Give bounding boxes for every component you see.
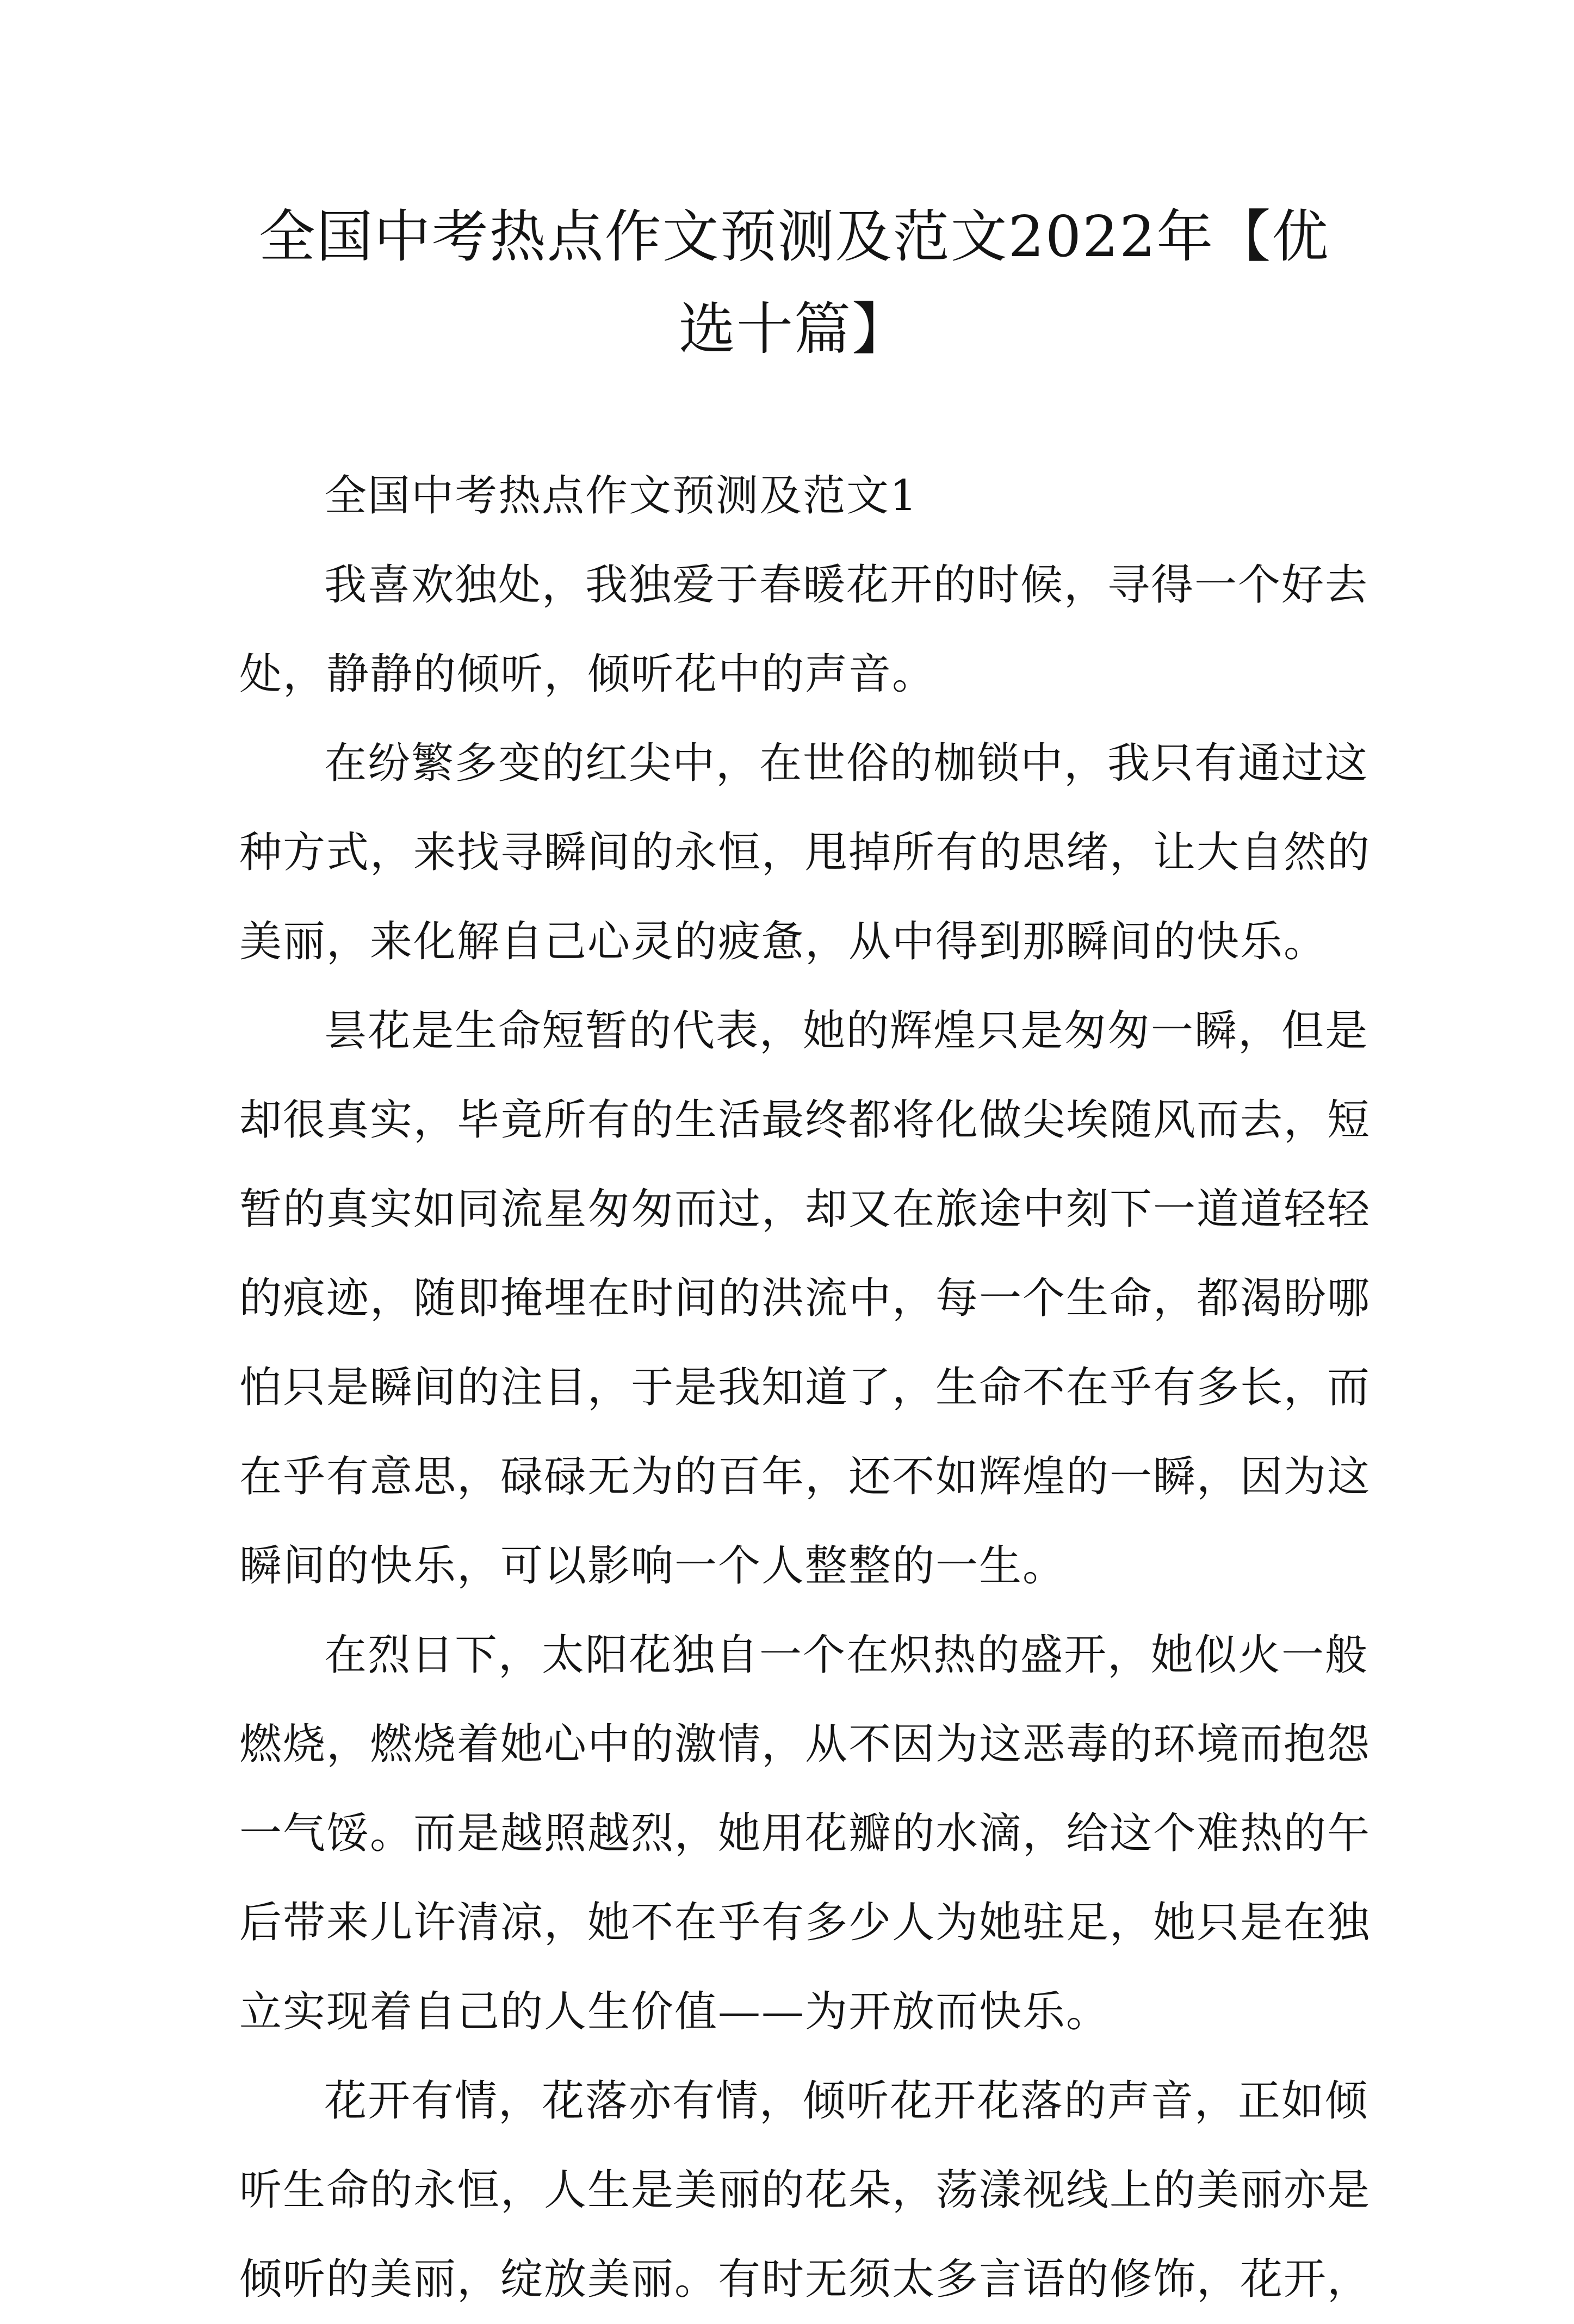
- text-line: 处，静静的倾听，倾听花中的声音。: [239, 650, 936, 699]
- text-line: 种方式，来找寻瞬间的永恒，甩掉所有的思绪，让大自然的: [239, 828, 1371, 877]
- text-line: 在纷繁多变的红尖中，在世俗的枷锁中，我只有通过这: [324, 739, 1369, 788]
- text-line: 我喜欢独处，我独爱于春暖花开的时候，寻得一个好去: [324, 561, 1369, 610]
- document-body: [239, 451, 1371, 2324]
- text-line: 昙花是生命短暂的代表，她的辉煌只是匆匆一瞬，但是: [324, 1006, 1369, 1055]
- text-line: 却很真实，毕竟所有的生活最终都将化做尖埃随风而去，短: [239, 1096, 1371, 1145]
- text-line: 怕只是瞬间的注目，于是我知道了，生命不在乎有多长，而: [239, 1363, 1371, 1412]
- section-heading-1: 全国中考热点作文预测及范文1: [324, 471, 918, 520]
- text-line: 花开有情，花落亦有情，倾听花开花落的声音，正如倾: [324, 2077, 1369, 2126]
- text-line: 后带来儿许清凉，她不在乎有多少人为她驻足，她只是在独: [239, 1898, 1371, 1947]
- text-line: 一气馁。而是越照越烈，她用花瓣的水滴，给这个难热的午: [239, 1809, 1371, 1858]
- title-line-1: 全国中考热点作文预测及范文2022年【优: [258, 203, 1330, 270]
- text-line: 立实现着自己的人生价值——为开放而快乐。: [239, 1987, 1110, 2036]
- text-line: 美丽，来化解自己心灵的疲惫，从中得到那瞬间的快乐。: [239, 917, 1328, 966]
- text-line: 倾听的美丽，绽放美丽。有时无须太多言语的修饰，花开，: [239, 2255, 1371, 2304]
- text-line: 瞬间的快乐，可以影响一个人整整的一生。: [239, 1542, 1067, 1590]
- title-line-2: 选十篇】: [678, 296, 909, 362]
- text-line: 的痕迹，随即掩埋在时间的洪流中，每一个生命，都渴盼哪: [239, 1274, 1371, 1323]
- text-line: 燃烧，燃烧着她心中的激情，从不因为这恶毒的环境而抱怨: [239, 1720, 1371, 1769]
- text-line: 暂的真实如同流星匆匆而过，却又在旅途中刻下一道道轻轻: [239, 1185, 1371, 1234]
- document-title: [239, 190, 1349, 375]
- text-line: 在烈日下，太阳花独自一个在炽热的盛开，她似火一般: [324, 1631, 1369, 1680]
- text-line: 听生命的永恒，人生是美丽的花朵，荡漾视线上的美丽亦是: [239, 2166, 1371, 2215]
- text-line: 在乎有意思，碌碌无为的百年，还不如辉煌的一瞬，因为这: [239, 1452, 1371, 1501]
